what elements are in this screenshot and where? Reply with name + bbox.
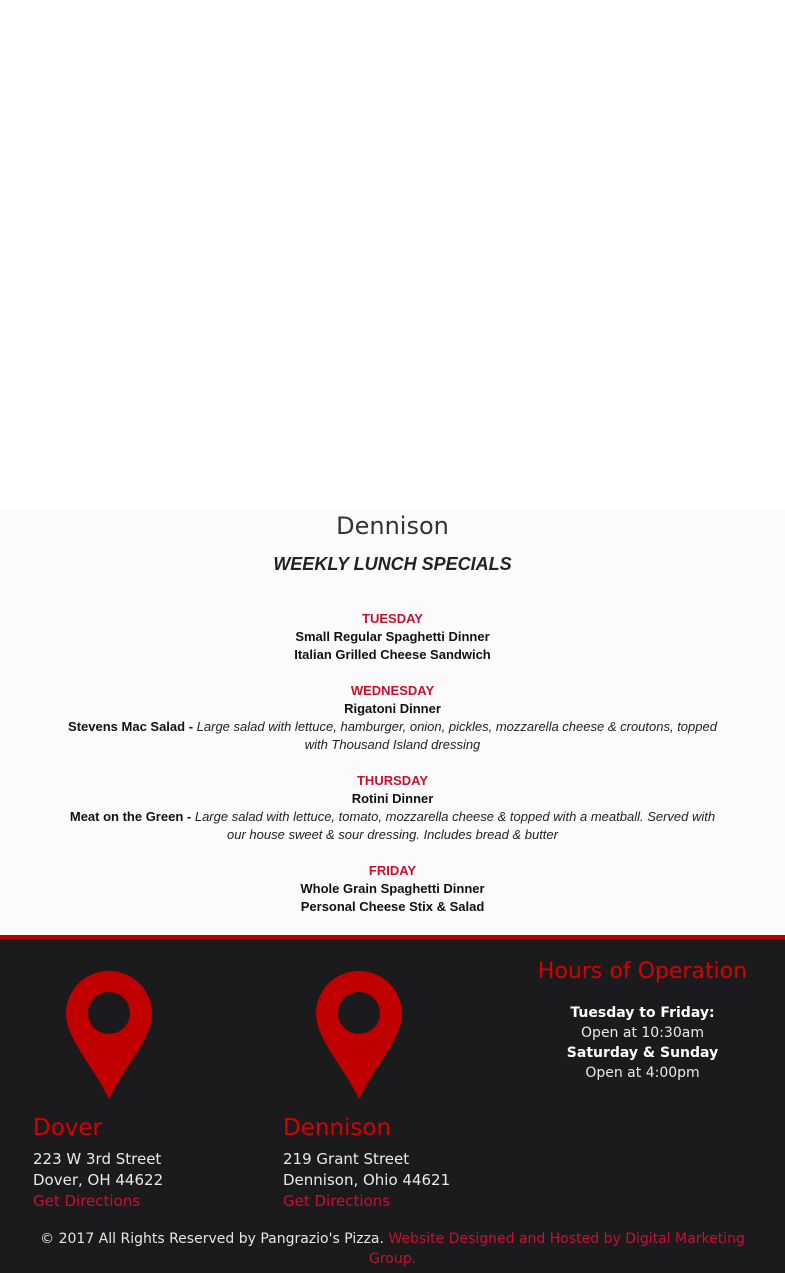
- day-tuesday: TUESDAY: [362, 611, 423, 626]
- city: Dennison, Ohio 44621: [283, 1171, 451, 1189]
- salad-name: Meat on the Green -: [69, 809, 192, 824]
- get-directions-link[interactable]: Get Directions: [283, 1192, 391, 1210]
- specials-menu: [60, 610, 725, 916]
- credit-link[interactable]: Website Designed and Hosted by Digital Marketing Group.: [368, 1231, 745, 1267]
- menu-item: Small Regular Spaghetti Dinner: [295, 629, 490, 644]
- copyright: [30, 1229, 755, 1269]
- menu-item: Italian Grilled Cheese Sandwich: [294, 647, 491, 662]
- hours-list: [530, 1003, 755, 1083]
- weekend-label: Saturday & Sunday: [566, 1045, 719, 1061]
- location-dennison: [283, 969, 503, 1212]
- salad-description: Large salad with lettuce, tomato, mozzarella cheese & topped with a meatball. Served with our house sweet & sour dressing. Includes bread & butter: [194, 809, 716, 842]
- day-wednesday: WEDNESDAY: [350, 683, 435, 698]
- menu-item: Whole Grain Spaghetti Dinner: [300, 881, 485, 896]
- map-pin-icon: [64, 969, 154, 1101]
- specials-section: [0, 510, 785, 935]
- salad-name: Stevens Mac Salad -: [68, 719, 194, 734]
- location-dover: [33, 969, 253, 1212]
- day-friday: FRIDAY: [368, 863, 417, 878]
- specials-title: WEEKLY LUNCH SPECIALS: [273, 554, 512, 574]
- copyright-text: © 2017 All Rights Reserved by Pangrazio's Pizza.: [40, 1231, 384, 1247]
- hours-of-operation: [530, 959, 755, 1083]
- get-directions-link[interactable]: Get Directions: [33, 1192, 141, 1210]
- weekday-time: Open at 10:30am: [581, 1025, 704, 1041]
- menu-item-salad: [60, 718, 725, 754]
- weekday-label: Tuesday to Friday:: [570, 1005, 715, 1021]
- street: 223 W 3rd Street: [33, 1150, 162, 1168]
- street: 219 Grant Street: [283, 1150, 410, 1168]
- location-address: [33, 1149, 253, 1191]
- menu-item: Personal Cheese Stix & Salad: [300, 899, 485, 914]
- menu-item: Rigatoni Dinner: [344, 701, 441, 716]
- map-pin-icon: [314, 969, 404, 1101]
- salad-description: Large salad with lettuce, hamburger, onion, pickles, mozzarella cheese & croutons, topped with Thousand Island dressing: [196, 719, 717, 752]
- location-name: Dennison: [283, 1115, 392, 1141]
- menu-item-salad: [60, 808, 725, 844]
- menu-item: Rotini Dinner: [351, 791, 434, 806]
- location-address: [283, 1149, 503, 1191]
- day-thursday: THURSDAY: [356, 773, 429, 788]
- location-name: Dover: [33, 1115, 102, 1141]
- city: Dover, OH 44622: [33, 1171, 164, 1189]
- weekend-time: Open at 4:00pm: [585, 1065, 700, 1081]
- site-footer: [0, 935, 785, 1273]
- empty-banner-area: [0, 0, 785, 510]
- location-title: Dennison: [336, 512, 449, 540]
- hours-title: Hours of Operation: [537, 959, 748, 984]
